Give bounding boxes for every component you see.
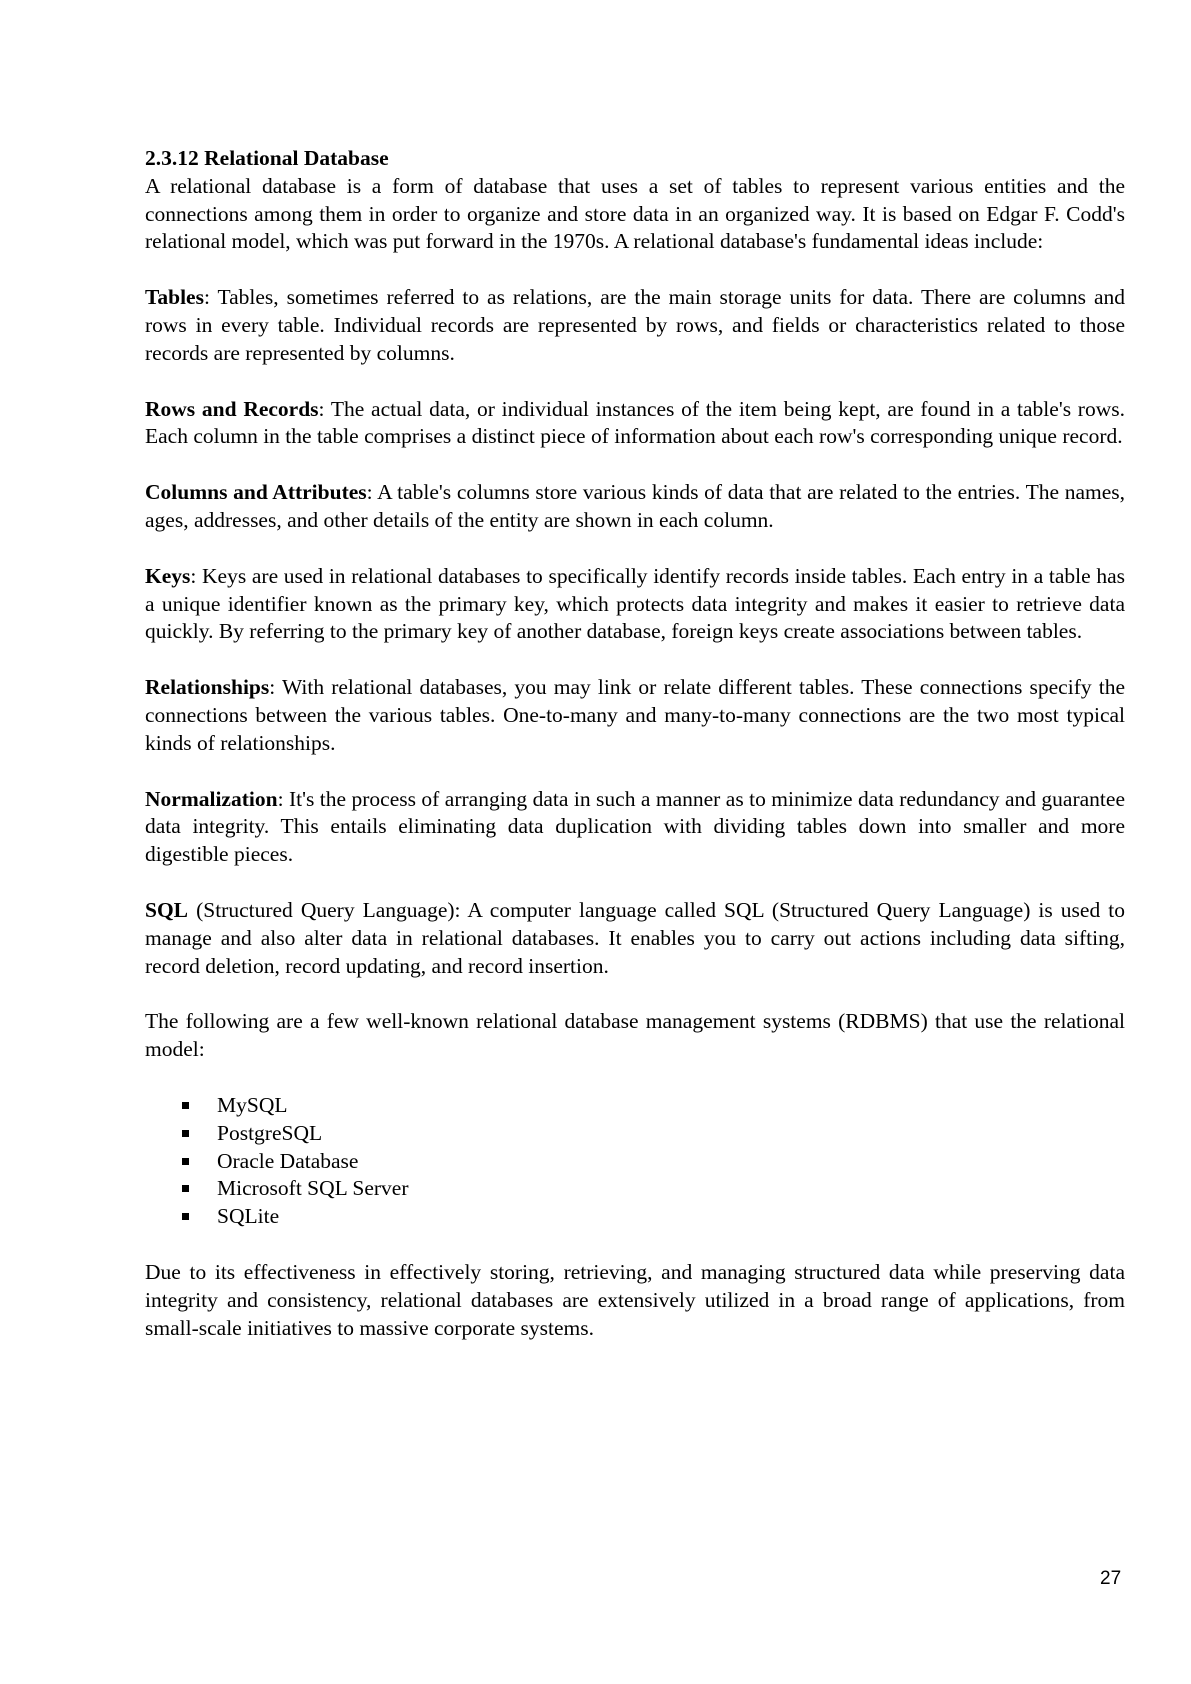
concept-term: Keys	[145, 563, 191, 588]
concept-term: Columns and Attributes	[145, 480, 367, 505]
list-item-label: Oracle Database	[217, 1148, 359, 1173]
concept-text: : With relational databases, you may link or relate different tables. These connections specify the connections between the various tables. One-to-many and many-to-many connections are the two most typical kinds of relationships.	[145, 675, 1125, 755]
concept-term: SQL	[145, 897, 189, 922]
list-item-label: MySQL	[217, 1092, 288, 1117]
concept-term: Tables	[145, 285, 204, 310]
list-item-label: SQLite	[217, 1204, 280, 1229]
concept-paragraph-columns-attributes	[145, 479, 1125, 535]
list-item-label: Microsoft SQL Server	[217, 1176, 409, 1201]
square-bullet-icon	[182, 1213, 189, 1220]
concept-term: Normalization	[145, 786, 278, 811]
concept-text: : The actual data, or individual instances of the item being kept, are found in a table's rows. Each column in the table comprises a distinct piece of information about each row's corresponding unique record.	[145, 396, 1125, 449]
square-bullet-icon	[182, 1185, 189, 1192]
concept-paragraph-keys	[145, 563, 1125, 646]
concept-paragraph-relationships	[145, 674, 1125, 757]
concept-text: (Structured Query Language): A computer language called SQL (Structured Query Language) is used to manage and also alter data in relational databases. It enables you to carry out actions including data sifting, record deletion, record updating, and record insertion.	[145, 897, 1125, 978]
concept-text: : Tables, sometimes referred to as relations, are the main storage units for data. There are columns and rows in every table. Individual records are represented by rows, and fields or characteristics related to those records are represented by columns.	[145, 285, 1125, 365]
rdbms-intro-paragraph: The following are a few well-known relational database management systems (RDBMS) that use the relational model:	[145, 1009, 1125, 1062]
concept-paragraph-normalization	[145, 786, 1125, 869]
concept-text: : A table's columns store various kinds of data that are related to the entries. The names, ages, addresses, and other details of the entity are shown in each column.	[145, 480, 1125, 532]
rdbms-list	[145, 1092, 1125, 1231]
section-heading: 2.3.12 Relational Database	[145, 146, 389, 170]
concept-text: : It's the process of arranging data in such a manner as to minimize data redundancy and guarantee data integrity. This entails eliminating data duplication with dividing tables down into smaller and more digestible pieces.	[145, 786, 1125, 867]
page-number: 27	[1100, 1568, 1122, 1589]
concept-paragraph-tables	[145, 284, 1125, 367]
intro-paragraph: A relational database is a form of database that uses a set of tables to represent various entities and the connections among them in order to organize and store data in an organized way. It is based on Edgar F. Codd's relational model, which was put forward in the 1970s. A relational database's fundamental ideas include:	[145, 173, 1125, 254]
list-item	[145, 1148, 1125, 1176]
concept-paragraph-sql	[145, 897, 1125, 980]
concept-text: : Keys are used in relational databases to specifically identify records inside tables. Each entry in a table has a unique identifier known as the primary key, which protects data integrity and makes it easier to retrieve data quickly. By referring to the primary key of another database, foreign keys create associations between tables.	[145, 563, 1125, 644]
square-bullet-icon	[182, 1158, 189, 1165]
square-bullet-icon	[182, 1130, 189, 1137]
list-item	[145, 1175, 1125, 1203]
document-body	[145, 145, 1125, 1370]
list-item-label: PostgreSQL	[217, 1120, 323, 1145]
list-item	[145, 1092, 1125, 1120]
list-item	[145, 1203, 1125, 1231]
concept-term: Rows and Records	[145, 396, 319, 421]
list-item	[145, 1120, 1125, 1148]
conclusion-paragraph: Due to its effectiveness in effectively storing, retrieving, and managing structured data while preserving data integrity and consistency, relational databases are extensively utilized in a broad range of applications, from small-scale initiatives to massive corporate systems.	[145, 1259, 1125, 1340]
concept-term: Relationships	[145, 675, 270, 700]
square-bullet-icon	[182, 1102, 189, 1109]
concept-paragraph-rows-records	[145, 396, 1125, 452]
